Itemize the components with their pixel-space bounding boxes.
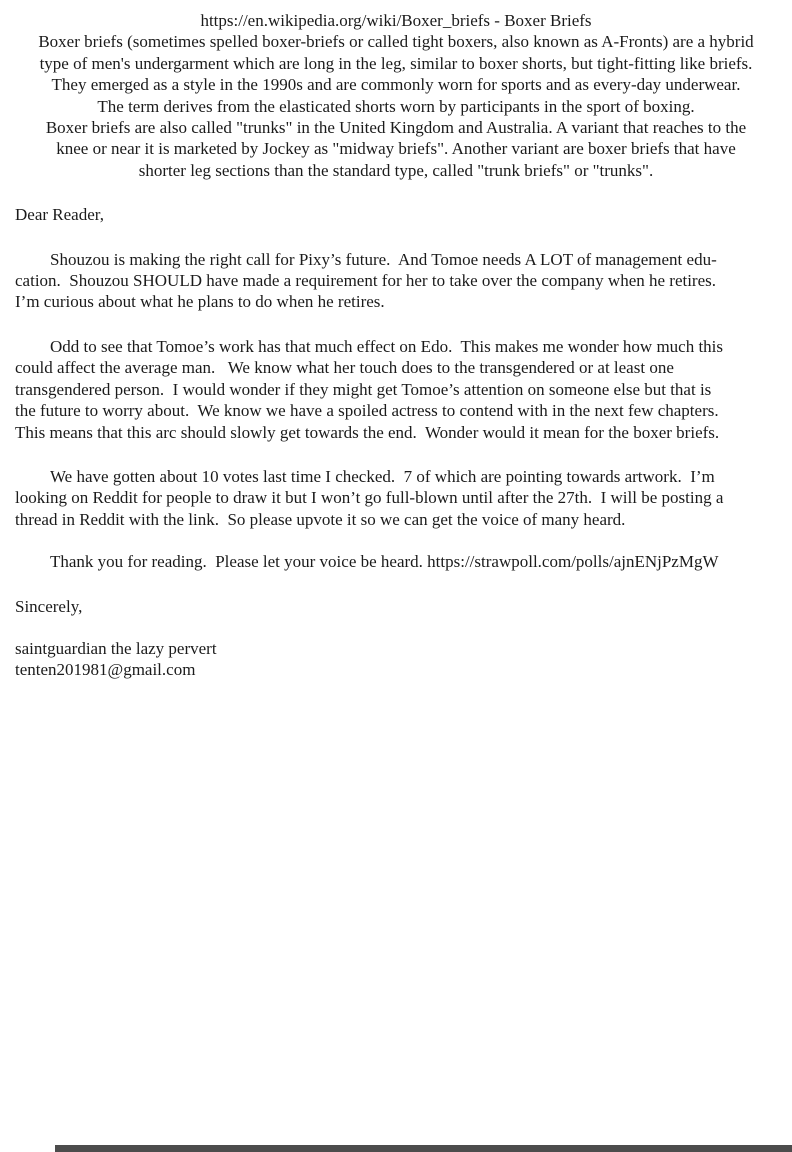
wiki-excerpt-line: The term derives from the elasticated shorts worn by participants in the sport of boxing.: [97, 96, 695, 116]
paragraph-4: [15, 551, 778, 572]
letter-line: looking on Reddit for people to draw it but I won’t go full-blown until after the 27th. I will be posting a: [15, 488, 724, 508]
paragraph-2: [15, 336, 778, 443]
signature-block: [15, 638, 778, 681]
wiki-excerpt-line: They emerged as a style in the 1990s and are commonly worn for sports and as every-day underwear.: [51, 75, 741, 95]
wiki-excerpt-block: [0, 10, 792, 181]
wiki-url-title-line: https://en.wikipedia.org/wiki/Boxer_briefs - Boxer Briefs: [200, 11, 592, 30]
thank-you-line: Thank you for reading. Please let your voice be heard. https://strawpoll.com/polls/ajnENjPzMgW: [50, 552, 719, 572]
paragraph-3: [15, 466, 778, 530]
wiki-excerpt-line: type of men's undergarment which are long in the leg, similar to boxer shorts, but tight-fitting like briefs.: [39, 53, 753, 73]
letter-line: This means that this arc should slowly get towards the end. Wonder would it mean for the boxer briefs.: [15, 422, 720, 442]
letter-line: thread in Reddit with the link. So please upvote it so we can get the voice of many heard.: [15, 509, 626, 529]
wiki-excerpt-line: shorter leg sections than the standard type, called "trunk briefs" or "trunks".: [138, 160, 654, 180]
letter-line: the future to worry about. We know we have a spoiled actress to contend with in the next few chapters.: [15, 401, 719, 421]
wiki-excerpt-line: Boxer briefs (sometimes spelled boxer-briefs or called tight boxers, also known as A-Fronts) are a hybrid: [38, 32, 754, 52]
wiki-excerpt-line: knee or near it is marketed by Jockey as "midway briefs". Another variant are boxer briefs that have: [56, 139, 736, 159]
letter-line: Shouzou is making the right call for Pixy’s future. And Tomoe needs A LOT of management edu-: [50, 249, 717, 269]
letter-line: could affect the average man. We know what her touch does to the transgendered or at least one: [15, 358, 674, 378]
closing-line: Sincerely,: [15, 596, 83, 616]
letter-line: cation. Shouzou SHOULD have made a requirement for her to take over the company when he retires.: [15, 271, 717, 291]
letter-line: transgendered person. I would wonder if they might get Tomoe’s attention on someone else but that is: [15, 379, 712, 399]
bottom-scrollbar[interactable]: [55, 1145, 792, 1152]
salutation: [15, 204, 778, 225]
letter-line: Odd to see that Tomoe’s work has that much effect on Edo. This makes me wonder how much this: [50, 336, 724, 356]
letter-line: I’m curious about what he plans to do when he retires.: [15, 292, 385, 312]
signature-name-line: saintguardian the lazy pervert: [15, 638, 217, 658]
paragraph-1: [15, 249, 778, 313]
wiki-excerpt-line: Boxer briefs are also called "trunks" in the United Kingdom and Australia. A variant that reaches to the: [45, 118, 747, 138]
signature-email-line: tenten201981@gmail.com: [15, 660, 196, 680]
letter-line: We have gotten about 10 votes last time I checked. 7 of which are pointing towards artwork. I’m: [50, 466, 715, 486]
salutation-line: Dear Reader,: [15, 205, 104, 225]
closing: [15, 596, 778, 617]
